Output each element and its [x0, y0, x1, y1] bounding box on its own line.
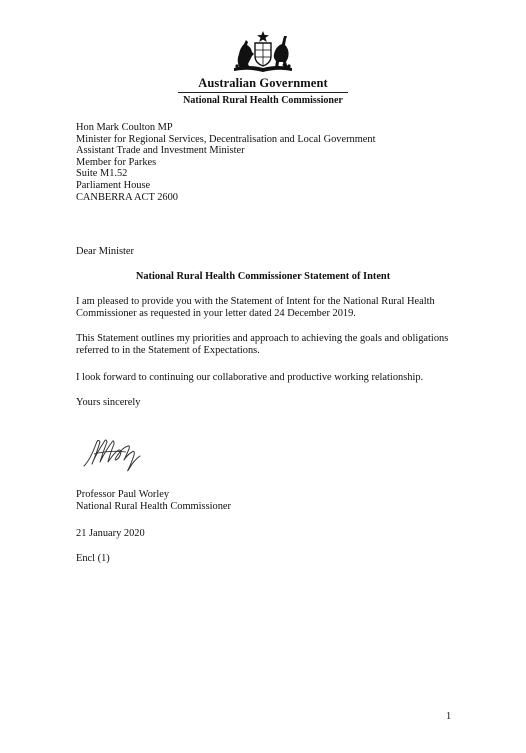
- coat-of-arms-icon: [228, 30, 298, 74]
- agency-name: National Rural Health Commissioner: [183, 95, 343, 106]
- signer-block: [76, 489, 231, 512]
- enclosure-note: Encl (1): [76, 553, 110, 564]
- addressee-line: CANBERRA ACT 2600: [76, 191, 179, 203]
- addressee-line: Parliament House: [76, 179, 151, 191]
- body-paragraph: I am pleased to provide you with the Statement of Intent for the National Rural Health Commissioner as requested in your letter dated 24 December 2019.: [76, 296, 435, 320]
- closing: Yours sincerely: [76, 397, 141, 408]
- addressee-block: [76, 122, 376, 203]
- addressee-line: Suite M1.52: [76, 168, 128, 180]
- addressee-line: Member for Parkes: [76, 156, 157, 168]
- signer-name: Professor Paul Worley: [76, 489, 170, 500]
- letter-date: 21 January 2020: [76, 528, 145, 539]
- page-number: 1: [446, 711, 452, 722]
- addressee-line: Assistant Trade and Investment Minister: [76, 145, 245, 157]
- handwritten-signature: [80, 430, 144, 472]
- addressee-line: Hon Mark Coulton MP: [76, 122, 173, 133]
- body-paragraph: This Statement outlines my priorities and approach to achieving the goals and obligations referred to in the Statement of Expectations.: [76, 333, 449, 357]
- body-paragraph: I look forward to continuing our collaborative and productive working relationship.: [76, 372, 424, 383]
- letterhead-divider: [178, 92, 348, 93]
- government-name: Australian Government: [198, 76, 328, 90]
- salutation: Dear Minister: [76, 246, 134, 257]
- addressee-line: Minister for Regional Services, Decentralisation and Local Government: [76, 133, 376, 145]
- signer-title: National Rural Health Commissioner: [76, 500, 231, 512]
- subject-heading: National Rural Health Commissioner Statement of Intent: [135, 271, 391, 282]
